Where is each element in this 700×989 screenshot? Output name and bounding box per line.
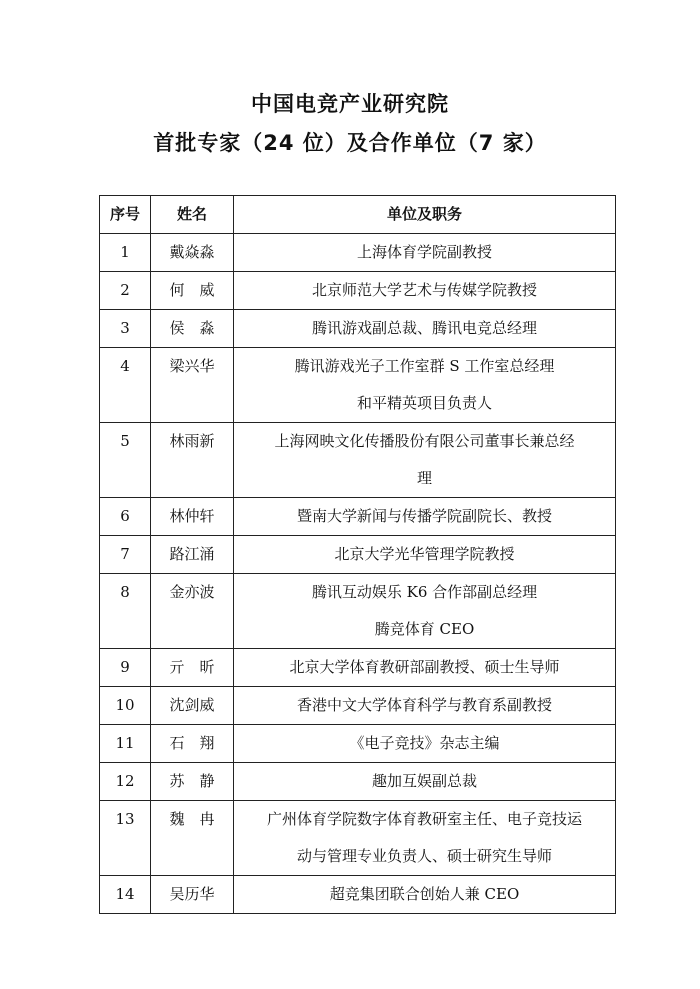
page-subtitle: 首批专家（24 位）及合作单位（7 家） — [153, 131, 547, 155]
cell-no: 11 — [100, 725, 151, 763]
expert-table — [99, 195, 616, 914]
table-row — [100, 310, 616, 348]
cell-duty: 腾讯游戏副总裁、腾讯电竞总经理 — [234, 310, 616, 348]
table-header-row — [100, 196, 616, 234]
cell-no: 7 — [100, 536, 151, 574]
cell-name: 林雨新 — [151, 423, 234, 498]
cell-duty: 趣加互娱副总裁 — [234, 763, 616, 801]
cell-name: 沈剑威 — [151, 687, 234, 725]
cell-name: 何 威 — [151, 272, 234, 310]
column-header-name: 姓名 — [151, 196, 234, 234]
table-row — [100, 498, 616, 536]
cell-name: 侯 淼 — [151, 310, 234, 348]
cell-name: 魏 冉 — [151, 801, 234, 876]
cell-no: 6 — [100, 498, 151, 536]
table-row — [100, 536, 616, 574]
cell-duty: 《电子竞技》杂志主编 — [234, 725, 616, 763]
cell-duty: 广州体育学院数字体育教研室主任、电子竞技运 动与管理专业负责人、硕士研究生导师 — [234, 801, 616, 876]
table-row — [100, 348, 616, 423]
cell-no: 10 — [100, 687, 151, 725]
cell-no: 9 — [100, 649, 151, 687]
cell-duty: 香港中文大学体育科学与教育系副教授 — [234, 687, 616, 725]
cell-duty: 暨南大学新闻与传播学院副院长、教授 — [234, 498, 616, 536]
cell-duty: 北京大学光华管理学院教授 — [234, 536, 616, 574]
cell-name: 林仲轩 — [151, 498, 234, 536]
table-row — [100, 801, 616, 876]
cell-duty: 北京师范大学艺术与传媒学院教授 — [234, 272, 616, 310]
table-row — [100, 649, 616, 687]
cell-name: 吴历华 — [151, 876, 234, 914]
cell-name: 石 翔 — [151, 725, 234, 763]
cell-name: 亓 昕 — [151, 649, 234, 687]
table-row — [100, 574, 616, 649]
cell-no: 3 — [100, 310, 151, 348]
cell-duty: 上海网映文化传播股份有限公司董事长兼总经 理 — [234, 423, 616, 498]
table-row — [100, 763, 616, 801]
cell-no: 13 — [100, 801, 151, 876]
table-row — [100, 272, 616, 310]
cell-no: 8 — [100, 574, 151, 649]
column-header-no: 序号 — [100, 196, 151, 234]
page-title: 中国电竞产业研究院 — [251, 92, 449, 116]
cell-name: 梁兴华 — [151, 348, 234, 423]
cell-name: 苏 静 — [151, 763, 234, 801]
cell-no: 4 — [100, 348, 151, 423]
table-row — [100, 725, 616, 763]
cell-duty: 北京大学体育教研部副教授、硕士生导师 — [234, 649, 616, 687]
cell-no: 12 — [100, 763, 151, 801]
table-row — [100, 423, 616, 498]
cell-duty: 超竞集团联合创始人兼 CEO — [234, 876, 616, 914]
cell-no: 14 — [100, 876, 151, 914]
column-header-duty: 单位及职务 — [234, 196, 616, 234]
table-row — [100, 876, 616, 914]
cell-name: 路江涌 — [151, 536, 234, 574]
cell-no: 5 — [100, 423, 151, 498]
cell-duty: 腾讯互动娱乐 K6 合作部副总经理 腾竞体育 CEO — [234, 574, 616, 649]
cell-no: 2 — [100, 272, 151, 310]
cell-duty: 腾讯游戏光子工作室群 S 工作室总经理 和平精英项目负责人 — [234, 348, 616, 423]
cell-name: 戴焱淼 — [151, 234, 234, 272]
table-row — [100, 687, 616, 725]
cell-name: 金亦波 — [151, 574, 234, 649]
table-row — [100, 234, 616, 272]
cell-duty: 上海体育学院副教授 — [234, 234, 616, 272]
cell-no: 1 — [100, 234, 151, 272]
